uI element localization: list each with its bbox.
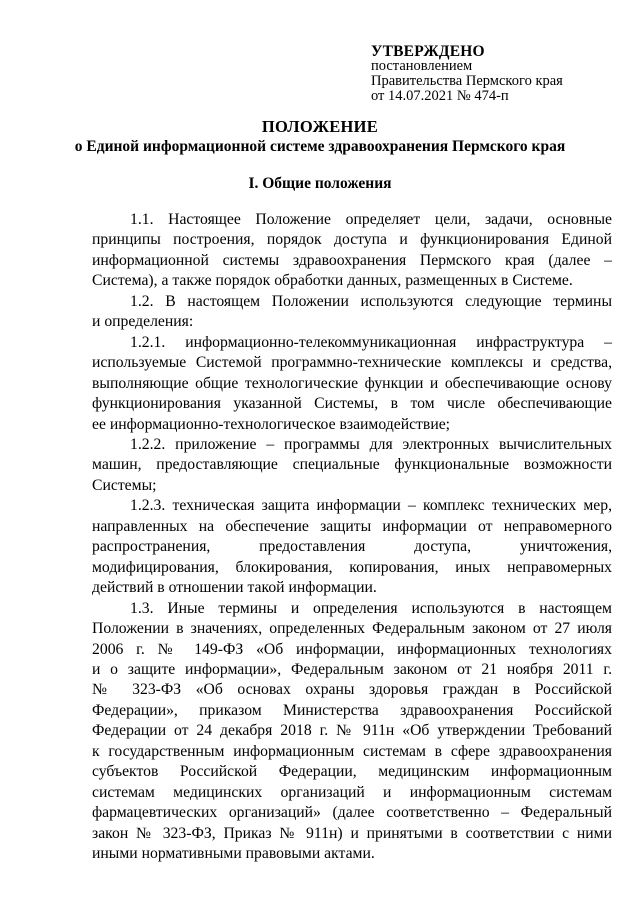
text-line: распространения, предоставления доступа, уничтожения, [92,538,612,556]
text-line: 1.3. Иные термины и определения используются в настоящем [130,599,612,617]
text-line: 2006 г. № 149-ФЗ «Об информации, информационных технологиях [92,640,612,658]
text-line: Федерации», приказом Министерства здравоохранения Российской [92,701,612,719]
text-line: выполняющие общие технологические функции и обеспечивающие основу [92,374,612,392]
text-line: фармацевтических организаций» (далее соответственно – Федеральный [92,804,612,822]
section-title: I. Общие положения [248,175,392,192]
text-line: действий в отношении такой информации. [92,579,377,597]
text-line: Федерации от 24 декабря 2018 г. № 911н «Об утверждении Требований [92,722,612,740]
paragraph-1-2-1 [92,333,612,435]
approval-line-1: постановлением [371,58,473,74]
text-line: Система), а также порядок обработки данных, размещенных в Системе. [92,272,573,290]
text-line: иными нормативными правовыми актами. [92,845,375,863]
text-line: № 323-ФЗ «Об основах охраны здоровья граждан в Российской [92,681,612,699]
text-line: направленных на обеспечение защиты информации от неправомерного [92,517,612,535]
text-line: 1.2. В настоящем Положении используются следующие термины [130,292,612,310]
text-line: субъектов Российской Федерации, медицинским информационным [92,763,612,781]
text-line: 1.2.1. информационно-телекоммуникационная инфраструктура – [130,333,612,351]
text-line: принципы построения, порядок доступа и функционирования Единой [92,231,612,249]
approval-heading: УТВЕРЖДЕНО [371,43,485,60]
paragraph-1-2-2 [92,435,612,496]
approval-stamp [371,44,563,104]
text-line: 1.2.2. приложение – программы для электронных вычислительных [130,435,612,453]
text-line: и о защите информации», Федеральным законом от 21 ноября 2011 г. [92,660,612,678]
text-line: модифицирования, блокирования, копирования, иных неправомерных [92,558,612,576]
text-line: ее информационно-технологическое взаимодействие; [92,415,451,433]
approval-line-3: от 14.07.2021 № 474-п [371,88,509,104]
paragraph-1-2 [92,292,612,333]
text-line: информационной системы здравоохранения Пермского края (далее – [92,251,612,269]
text-line: Положении в значениях, определенных Федеральным законом от 27 июля [92,620,612,638]
text-line: используемые Системой программно-технические комплексы и средства, [92,354,612,372]
paragraph-1-3 [92,599,612,865]
text-line: Системы; [92,476,157,494]
text-line: 1.2.3. техническая защита информации – комплекс технических мер, [130,497,612,515]
text-line: закон № 323-ФЗ, Приказ № 911н) и принятыми в соответствии с ними [92,824,612,842]
text-line: 1.1. Настоящее Положение определяет цели, задачи, основные [130,211,612,228]
document-title: ПОЛОЖЕНИЕ [261,117,379,136]
document-subtitle: о Единой информационной системе здравоохранения Пермского края [74,138,566,155]
text-line: и определения: [92,313,194,331]
text-line: системам медицинских организаций и информационным системам [92,783,612,801]
text-line: машин, предоставляющие специальные функциональные возможности [92,456,612,474]
document-body [92,210,612,865]
paragraph-1-1 [92,210,612,292]
approval-line-2: Правительства Пермского края [371,73,563,89]
paragraph-1-2-3 [92,496,612,598]
text-line: к государственным информационным системам в сфере здравоохранения [92,742,612,760]
text-line: функционирования указанной Системы, в том числе обеспечивающие [92,395,612,413]
